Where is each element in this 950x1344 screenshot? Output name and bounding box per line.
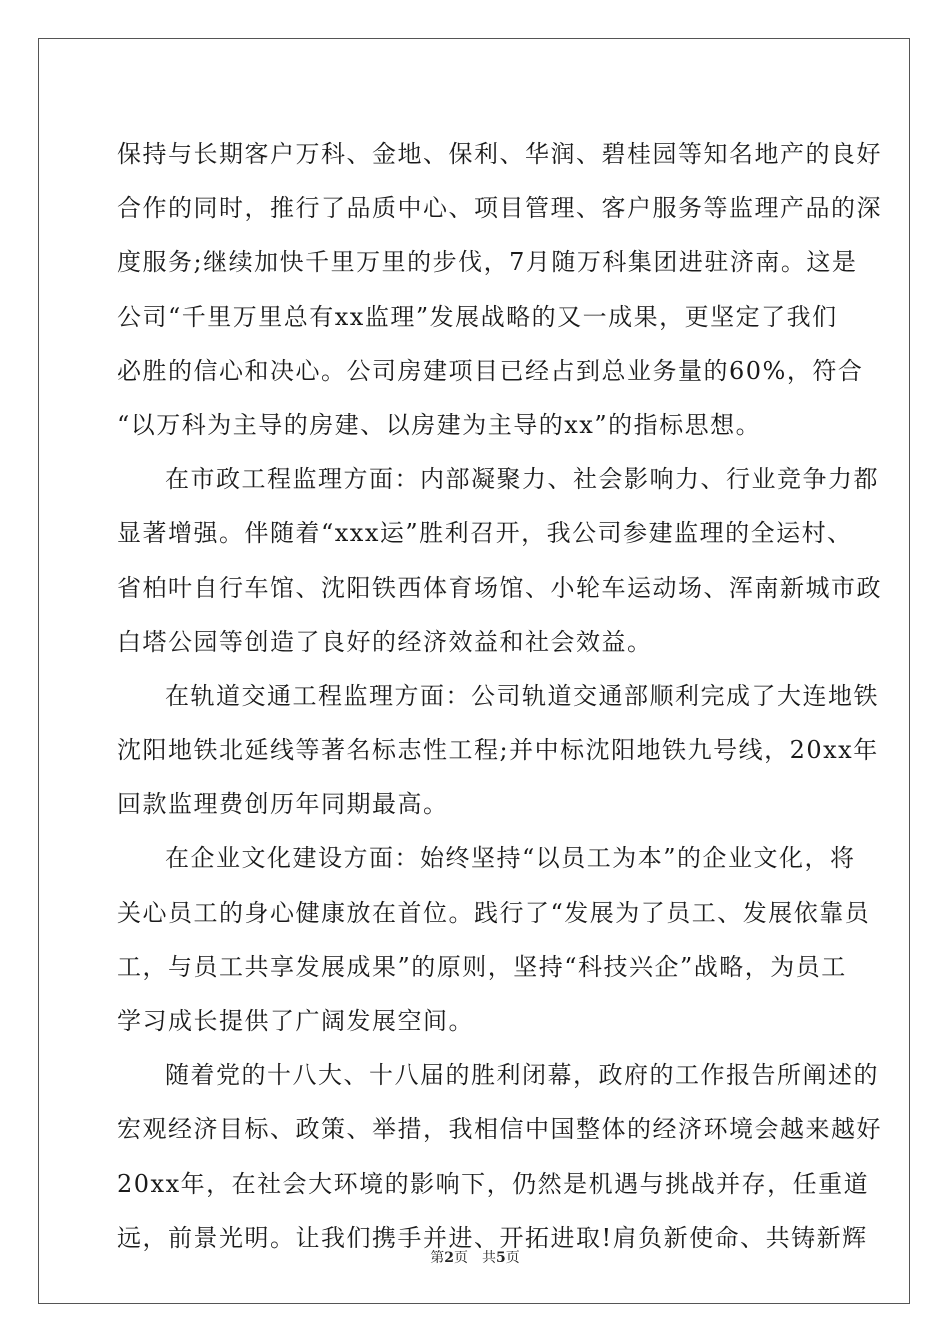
footer-page-suffix: 页 (454, 1250, 468, 1266)
text-line: 显著增强。伴随着“xxx运”胜利召开，我公司参建监理的全运村、 (117, 519, 853, 548)
text-line: 在市政工程监理方面：内部凝聚力、社会影响力、行业竞争力都 (165, 465, 879, 494)
text-line: 在企业文化建设方面：始终坚持“以员工为本”的企业文化，将 (165, 844, 856, 873)
footer-total-suffix: 页 (505, 1250, 520, 1266)
text-line: 保持与长期客户万科、金地、保利、华润、碧桂园等知名地产的良好 (117, 140, 882, 168)
footer-page-current: 2 (444, 1250, 454, 1266)
text-line: 回款监理费创历年同期最高。 (117, 790, 449, 819)
footer-total-prefix: 共 (482, 1250, 496, 1266)
text-line: 沈阳地铁北延线等著名标志性工程;并中标沈阳地铁九号线，20xx年 (117, 736, 879, 765)
text-line: 工，与员工共享发展成果”的原则，坚持“科技兴企”战略，为员工 (117, 952, 847, 981)
text-line: 宏观经济目标、政策、举措，我相信中国整体的经济环境会越来越好 (117, 1115, 882, 1144)
text-line: 公司“千里万里总有xx监理”发展战略的又一成果，更坚定了我们 (117, 302, 838, 331)
text-line: 远，前景光明。让我们携手并进、开拓进取!肩负新使命、共铸新辉 (117, 1223, 868, 1252)
text-line: 学习成长提供了广阔发展空间。 (117, 1007, 474, 1035)
text-line: 省柏叶自行车馆、沈阳铁西体育场馆、小轮车运动场、浑南新城市政 (117, 573, 882, 602)
footer-page-prefix: 第 (430, 1250, 445, 1266)
text-line: 20xx年，在社会大环境的影响下，仍然是机遇与挑战并存，任重道 (117, 1169, 870, 1198)
text-line: 必胜的信心和决心。公司房建项目已经占到总业务量的60%，符合 (117, 356, 864, 385)
text-line: 合作的同时，推行了品质中心、项目管理、客户服务等监理产品的深 (117, 194, 882, 223)
text-line: 随着党的十八大、十八届的胜利闭幕，政府的工作报告所阐述的 (165, 1061, 879, 1090)
text-line: 关心员工的身心健康放在首位。践行了“发展为了员工、发展依靠员 (117, 898, 871, 927)
text-line: “以万科为主导的房建、以房建为主导的xx”的指标思想。 (117, 410, 762, 439)
text-line: 度服务;继续加快千里万里的步伐，7月随万科集团进驻济南。这是 (117, 248, 858, 277)
page-footer (0, 1247, 950, 1267)
text-line: 白塔公园等创造了良好的经济效益和社会效益。 (117, 627, 653, 656)
document-body (117, 127, 882, 1265)
footer-page-total: 5 (496, 1250, 506, 1266)
text-line: 在轨道交通工程监理方面：公司轨道交通部顺利完成了大连地铁 (165, 681, 879, 710)
